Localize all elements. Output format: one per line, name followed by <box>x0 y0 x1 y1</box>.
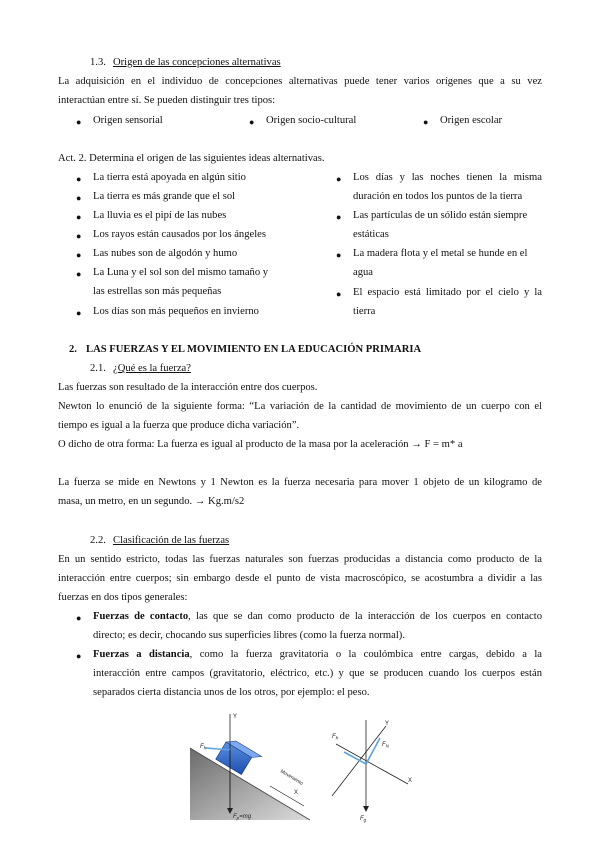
fbd-friction-label <box>332 734 339 741</box>
origin-type: Origen escolar <box>440 115 503 126</box>
bullet-icon: ● <box>76 269 82 279</box>
distance-forces-term: Fuerzas a distancia <box>93 649 190 660</box>
idea-item: Las nubes son de algodón y humo <box>93 248 238 259</box>
bullet-icon: ● <box>76 613 82 623</box>
section-title-2-2: Clasificación de las fuerzas <box>113 535 230 546</box>
bullet-icon: ● <box>76 250 82 260</box>
bullet-icon: ● <box>249 117 255 127</box>
section-number-2: 2. <box>69 344 77 355</box>
bullet-icon: ● <box>76 231 82 241</box>
idea-item: La tierra es más grande que el sol <box>93 191 236 202</box>
fbd-y-label: Y <box>385 721 390 727</box>
bullet-icon: ● <box>76 174 82 184</box>
gravity-subscript: g <box>363 817 367 823</box>
idea-item: La tierra está apoyada en algún sitio <box>93 172 246 183</box>
idea-item-continued: estáticas <box>353 229 389 240</box>
y-axis-label: Y <box>233 714 238 720</box>
activity-prompt: Act. 2. Determina el origen de las siguientes ideas alternativas. <box>58 153 325 164</box>
section-number-1-3: 1.3. <box>90 57 106 68</box>
force-symbol: F <box>233 814 237 820</box>
weight-formula: =mg <box>239 814 252 820</box>
bullet-icon: ● <box>336 174 342 184</box>
bullet-icon: ● <box>336 289 342 299</box>
paragraph-line: Las fuerzas son resultado de la interacción entre dos cuerpos. <box>58 382 318 393</box>
paragraph-line: interactúan entre sí. Se pueden distinguir tres tipos: <box>58 95 276 106</box>
idea-item-continued: las estrellas son más pequeñas <box>93 286 222 297</box>
distance-forces-text-continued: separados cierta distancia unos de los otros, por ejemplo: el peso. <box>93 687 370 698</box>
section-title-2-1: ¿Qué es la fuerza? <box>113 363 191 374</box>
section-title-2: LAS FUERZAS Y EL MOVIMIENTO EN LA EDUCACIÓN PRIMARIA <box>86 344 422 355</box>
weight-subscript: p <box>236 815 240 821</box>
inclined-plane-figure <box>186 708 422 826</box>
paragraph-line: La fuerza se mide en Newtons y 1 Newton es la fuerza necesaria para mover 1 objeto de un kilogramo de <box>58 477 542 488</box>
idea-item: Los rayos están causados por los ángeles <box>93 229 266 240</box>
fbd-normal-force-arrow <box>366 738 380 764</box>
idea-item-continued: duración en todos los puntos de la tierra <box>353 191 523 202</box>
paragraph-line: fuerzas en dos tipos generales: <box>58 592 188 603</box>
contact-forces-text-continued: directo; es decir, chocando sus superficies libres (como la fuerza normal). <box>93 630 405 641</box>
idea-item: La madera flota y el metal se hunde en el <box>353 248 528 259</box>
paragraph-line: masa, un metro, en un segundo. → Kg.m/s2 <box>58 496 245 507</box>
paragraph-line: En un sentido estricto, todas las fuerzas naturales son fuerzas producidas a distancia como producto de la <box>58 554 542 565</box>
x-axis-label: X <box>294 790 299 796</box>
section-number-2-2: 2.2. <box>90 535 106 546</box>
bullet-icon: ● <box>76 308 82 318</box>
fbd-y-arrowhead <box>363 806 369 812</box>
paragraph-line: tiempo es igual a la fuerza que produce dicha variación”. <box>58 420 300 431</box>
force-symbol: F <box>200 744 204 750</box>
origin-type: Origen socio-cultural <box>266 115 357 126</box>
section-number-2-1: 2.1. <box>90 363 106 374</box>
paragraph-line: La adquisición en el individuo de concepciones alternativas puede tener varios orígenes que a su vez <box>58 76 542 87</box>
movement-label: Movimiento <box>278 768 304 787</box>
section-title-1-3: Origen de las concepciones alternativas <box>113 57 281 68</box>
bullet-icon: ● <box>336 212 342 222</box>
distance-forces-text: , como la fuerza gravitatoria o la coulómbica entre cargas, debido a la <box>189 649 542 660</box>
idea-item: La Luna y el sol son del mismo tamaño y <box>93 267 269 278</box>
friction-subscript: fr <box>203 745 207 751</box>
origin-type: Origen sensorial <box>93 115 163 126</box>
weight-label <box>233 814 252 821</box>
bullet-icon: ● <box>423 117 429 127</box>
paragraph-line: Newton lo enunció de la siguiente forma: “La variación de la cantidad de movimiento de un cuerpo con el <box>58 401 542 412</box>
bullet-icon: ● <box>76 117 82 127</box>
idea-item: Los días son más pequeños en invierno <box>93 306 259 317</box>
idea-item-continued: tierra <box>353 306 376 317</box>
force-formula-line: O dicho de otra forma: La fuerza es igual al producto de la masa por la aceleración → F = m* a <box>58 439 463 450</box>
force-symbol: F <box>360 816 364 822</box>
force-symbol: F <box>382 742 386 748</box>
bullet-icon: ● <box>76 651 82 661</box>
idea-item: Las partículas de un sólido están siempre <box>353 210 528 221</box>
contact-forces-item <box>93 611 542 622</box>
bullet-icon: ● <box>336 250 342 260</box>
fbd-normal-label <box>382 742 390 749</box>
friction-subscript: fr <box>335 735 339 741</box>
bullet-icon: ● <box>76 212 82 222</box>
fbd-friction-force-arrow <box>344 752 366 764</box>
distance-forces-item <box>93 649 542 660</box>
idea-item: La lluvia es el pipí de las nubes <box>93 210 227 221</box>
contact-forces-term: Fuerzas de contacto <box>93 611 189 622</box>
fbd-x-label: X <box>408 778 413 784</box>
force-symbol: F <box>332 734 336 740</box>
fbd-x-axis <box>336 744 408 784</box>
friction-force-label <box>200 744 207 751</box>
distance-forces-text-continued: interacción entre campos (gravitatorio, eléctrico, etc.) y que se producen cuando los cuerpos están <box>93 668 542 679</box>
contact-forces-text: , las que se dan como producto de la interacción de los cuerpos en contacto <box>188 611 542 622</box>
bullet-icon: ● <box>76 193 82 203</box>
fbd-gravity-label <box>360 816 367 823</box>
idea-item: Los días y las noches tienen la misma <box>353 172 542 183</box>
normal-subscript: N <box>385 743 389 749</box>
idea-item: El espacio está limitado por el cielo y la <box>353 287 542 298</box>
idea-item-continued: agua <box>353 267 373 278</box>
paragraph-line: interacción entre cuerpos; sin embargo desde el punto de vista macroscópico, se acostumbra a dividir a las <box>58 573 542 584</box>
